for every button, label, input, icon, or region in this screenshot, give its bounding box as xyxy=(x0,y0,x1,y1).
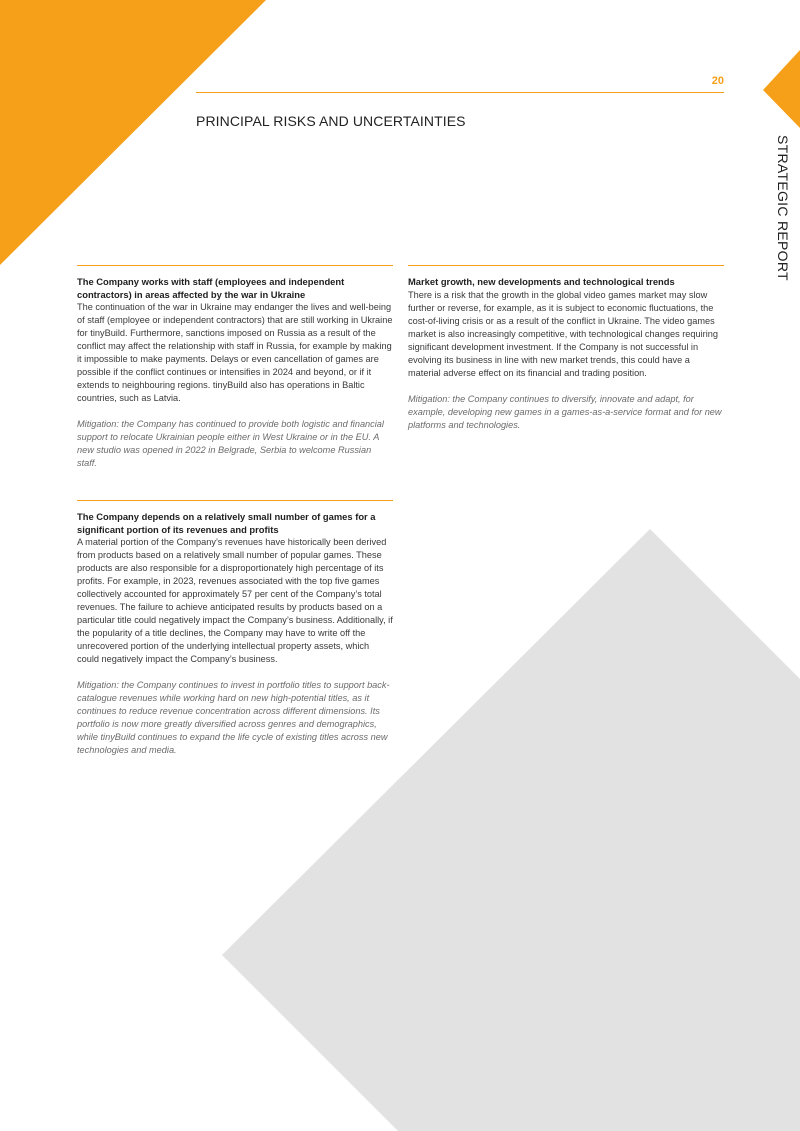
risk-mitigation: Mitigation: the Company has continued to provide both logistic and financial support to relocate Ukrainian people either in West Ukraine or in the EU. A new studio was opened in 2022 in Belgrade, Serbia to welcome Russian staff. xyxy=(77,419,384,468)
page-number: 20 xyxy=(711,75,724,87)
risk-mitigation: Mitigation: the Company continues to invest in portfolio titles to support back-catalogue revenues while working hard on new high-potential titles, as it continues to reduce revenue concentration across different dimensions. Its portfolio is now more greatly diversified across genres and demographics, while tinyBuild continues to expand the life cycle of existing titles across new technologies and media. xyxy=(77,680,390,755)
risk-heading: Market growth, new developments and technological trends xyxy=(408,276,675,287)
risk-body: There is a risk that the growth in the global video games market may slow further or reverse, for example, as it is subject to economic fluctuations, the cost-of-living crisis or as a result of the conflict in Ukraine. The video games market is also increasingly competitive, with technological changes requiring significant development investment. If the Company is not successful in evolving its business in line with new market trends, this could have a material adverse effect on its financial and trading position. xyxy=(408,289,718,378)
page-title: PRINCIPAL RISKS AND UNCERTAINTIES xyxy=(196,113,466,129)
section-divider xyxy=(77,265,393,266)
risk-heading: The Company depends on a relatively small number of games for a significant portion of its revenues and profits xyxy=(77,511,376,535)
risk-mitigation: Mitigation: the Company continues to diversify, innovate and adapt, for example, developing new games in a games-as-a-service format and for new platforms and technologies. xyxy=(408,393,722,430)
section-divider xyxy=(408,265,724,266)
risk-section-game-concentration xyxy=(77,500,393,757)
risk-section-market-growth xyxy=(408,265,724,432)
risk-section-ukraine xyxy=(77,265,393,470)
section-side-label: STRATEGIC REPORT xyxy=(775,135,791,281)
risk-body: The continuation of the war in Ukraine may endanger the lives and well-being of staff (employee or independent contractors) that are still working in Ukraine for tinyBuild. Furthermore, sanctions imposed on Russia as a result of the conflict may affect the relationship with staff in Russia, for example by making it impossible to make payments. Delays or even cancellation of games are possible if the conflict continues or intensifies in 2024 and beyond, or if it extends to neighbouring regions. tinyBuild also has operations in Baltic countries, such as Latvia. xyxy=(77,302,393,403)
section-divider xyxy=(77,500,393,501)
orange-corner-triangle xyxy=(0,0,266,265)
risk-body: A material portion of the Company’s revenues have historically been derived from products based on a relatively small number of popular games. These products are also responsible for a disproportionately high percentage of its profits. For example, in 2023, revenues associated with the top five games collectively accounted for approximately 57 per cent of the Company’s total revenues. The failure to achieve anticipated results by products based on a particular title could negatively impact the Company’s business. Additionally, if the popularity of a title declines, the Company may have to write off the unrecovered portion of the underlying intellectual property assets, which could negatively impact the Company’s business. xyxy=(77,537,393,664)
risk-heading: The Company works with staff (employees and independent contractors) in areas affected by the war in Ukraine xyxy=(77,276,345,300)
header-divider xyxy=(196,92,724,93)
orange-side-tab xyxy=(763,50,800,128)
